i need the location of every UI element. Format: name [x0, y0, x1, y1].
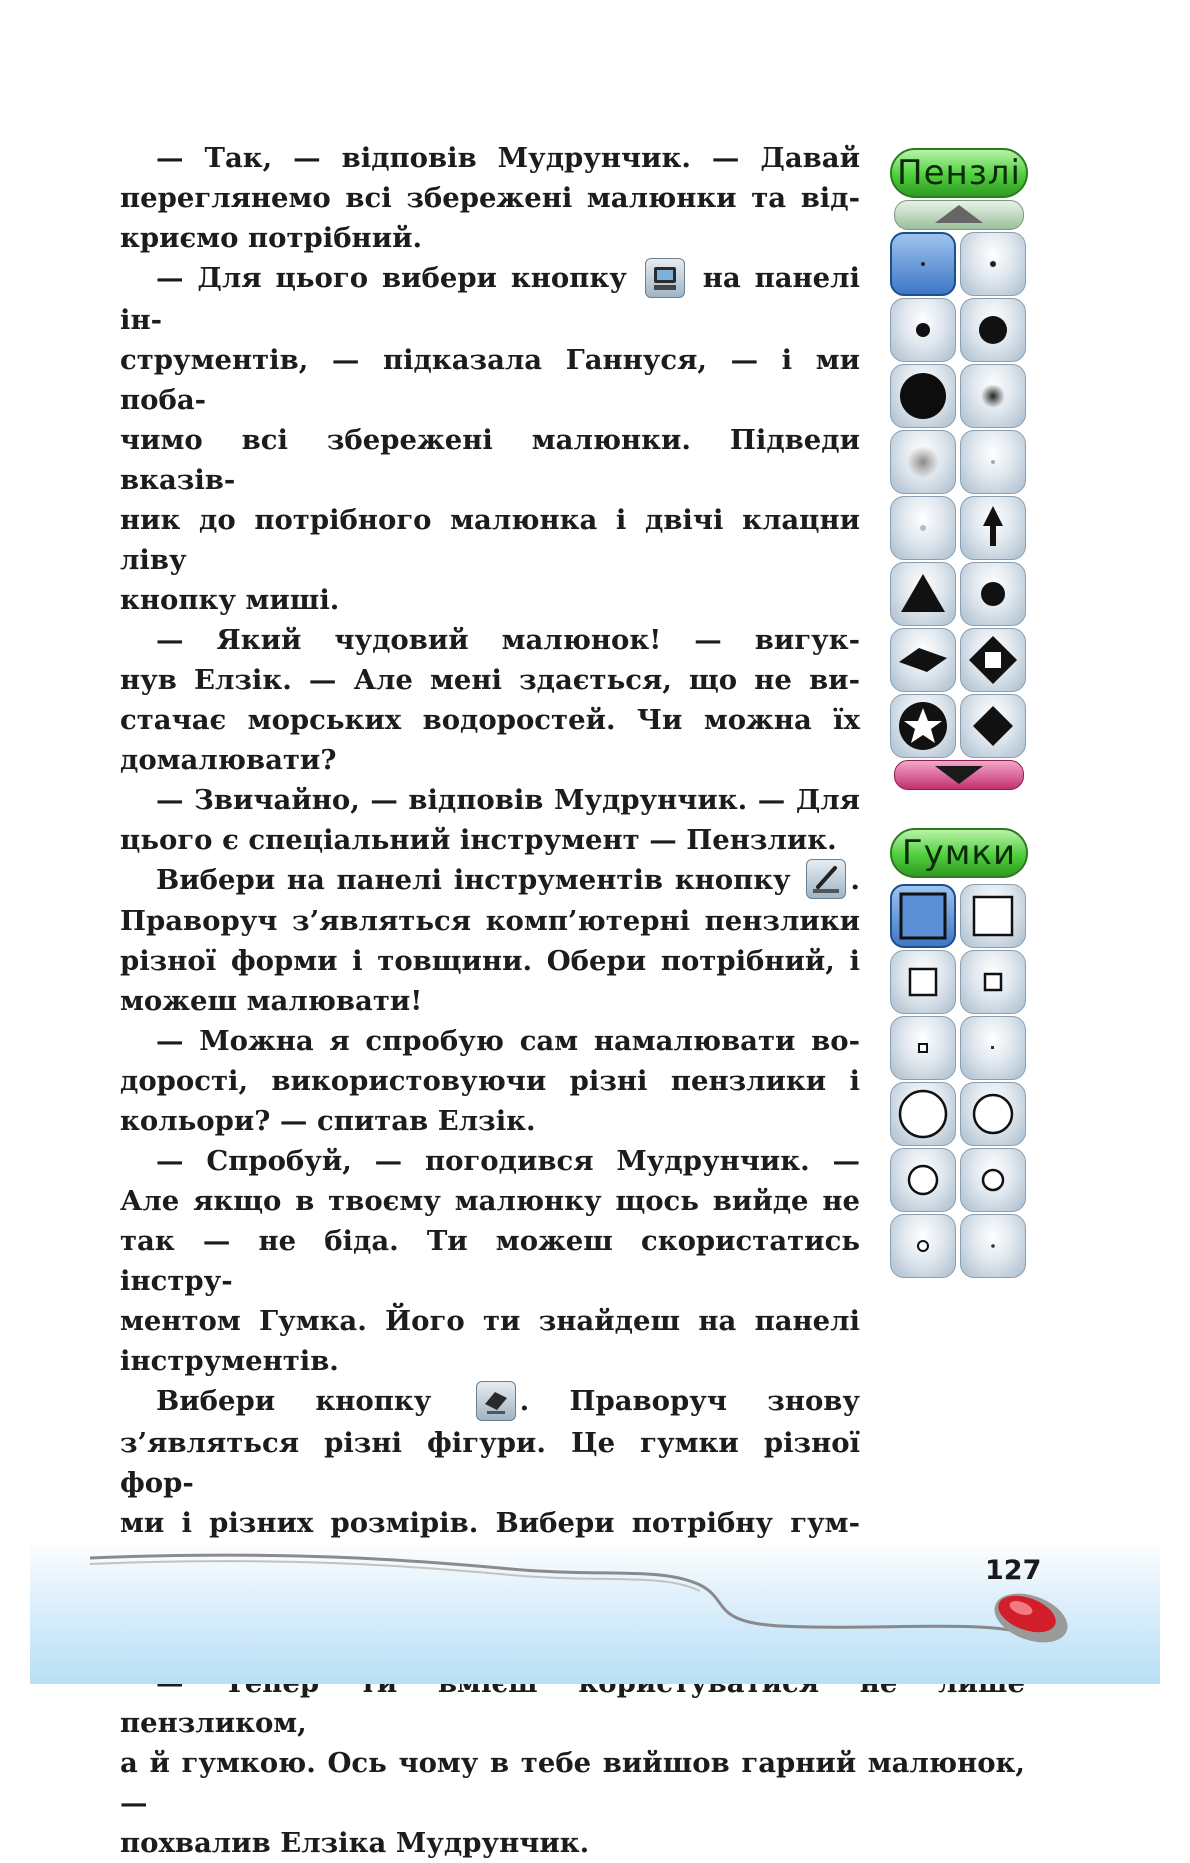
text-line: інструментів.	[120, 1345, 339, 1377]
brush-grid	[890, 232, 1028, 758]
eraser-option[interactable]	[960, 884, 1026, 948]
text-line: — Звичайно, — відповів Мудрунчик. — Для	[156, 783, 860, 816]
scroll-down-button[interactable]	[894, 760, 1024, 790]
text-line: — Який чудовий малюнок! — вигук-	[156, 623, 860, 656]
text-line: кольори? — спитав Елзік.	[120, 1105, 536, 1137]
paragraph-10	[120, 1663, 1025, 1863]
text-line: Праворуч з’являться комп’ютерні пензлики	[120, 905, 860, 937]
paragraph-4	[120, 780, 860, 860]
arrow-up-icon	[935, 205, 983, 223]
eraser-option[interactable]	[960, 1214, 1026, 1278]
eraser-option[interactable]	[960, 1082, 1026, 1146]
eraser-option[interactable]	[890, 1148, 956, 1212]
text-line: похвалив Елзіка Мудрунчик.	[120, 1826, 590, 1859]
brush-option[interactable]	[960, 628, 1026, 692]
erasers-panel	[890, 828, 1028, 1278]
text-line-with-icon	[120, 258, 860, 340]
text-line: Але якщо в твоєму малюнку щось вийде не	[120, 1185, 860, 1217]
text-fragment: Вибери на панелі інструментів кнопку	[156, 863, 791, 896]
brush-option[interactable]	[960, 694, 1026, 758]
text-line: — Можна я спробую сам намалювати во-	[156, 1025, 860, 1057]
brush-option[interactable]	[890, 232, 956, 296]
mouse-cable-decoration	[80, 1530, 1090, 1670]
eraser-option[interactable]	[890, 1214, 956, 1278]
paragraph-5	[120, 860, 860, 1022]
text-line: нув Елзік. — Але мені здається, що не ви-	[120, 663, 860, 696]
text-line: кнопку миші.	[120, 583, 340, 616]
text-line: — Спробуй, — погодився Мудрунчик. —	[156, 1145, 860, 1177]
brush-option[interactable]	[890, 694, 956, 758]
text-line: а й гумкою. Ось чому в тебе вийшов гарний малюнок, —	[120, 1746, 1025, 1819]
text-line: струментів, — підказала Ганнуся, — і ми поба-	[120, 343, 860, 416]
brush-option[interactable]	[890, 364, 956, 428]
brush-option[interactable]	[960, 298, 1026, 362]
brush-option[interactable]	[890, 628, 956, 692]
text-line: пензликом,	[120, 1706, 307, 1739]
text-fragment: . Праворуч знову	[519, 1385, 860, 1417]
brush-option[interactable]	[960, 562, 1026, 626]
text-line: домалювати?	[120, 743, 337, 776]
brushes-panel	[890, 148, 1028, 792]
text-fragment: — Для цього вибери кнопку	[156, 262, 627, 294]
brush-option[interactable]	[890, 496, 956, 560]
text-line: криємо потрібний.	[120, 222, 423, 254]
eraser-option[interactable]	[890, 884, 956, 948]
open-folder-icon	[645, 258, 685, 298]
text-line: з’являться різні фігури. Це гумки різної фор-	[120, 1426, 860, 1499]
paragraph-6	[120, 1021, 860, 1141]
arrow-down-icon	[935, 766, 983, 784]
text-line: можеш малювати!	[120, 985, 423, 1017]
text-line: так — не біда. Ти можеш скористатись інстру-	[120, 1225, 860, 1297]
text-line: стачає морських водоростей. Чи можна їх	[120, 703, 860, 736]
text-line: ник до потрібного малюнка і двічі клацни ліву	[120, 503, 860, 576]
eraser-grid	[890, 884, 1028, 1278]
text-fragment: .	[850, 863, 860, 896]
text-line: цього є спеціальний інструмент — Пензлик.	[120, 823, 837, 856]
brushes-panel-title: Пензлі	[890, 148, 1028, 198]
text-line-with-icon	[120, 860, 860, 902]
brush-option[interactable]	[960, 496, 1026, 560]
text-fragment: Вибери кнопку	[156, 1385, 432, 1417]
scroll-up-button[interactable]	[894, 200, 1024, 230]
paragraph-7	[120, 1141, 860, 1381]
brush-option[interactable]	[960, 364, 1026, 428]
text-line: чимо всі збережені малюнки. Підведи вказів-	[120, 423, 860, 496]
eraser-option[interactable]	[890, 950, 956, 1014]
eraser-option[interactable]	[890, 1082, 956, 1146]
brush-option[interactable]	[960, 232, 1026, 296]
text-line: дорості, використовуючи різні пензлики і	[120, 1065, 860, 1097]
computer-mouse-icon	[985, 1586, 1075, 1648]
eraser-icon	[476, 1381, 516, 1421]
text-line: ми і різних розмірів. Вибери потрібну гум-	[120, 1506, 860, 1539]
brush-option[interactable]	[890, 430, 956, 494]
brush-option[interactable]	[960, 430, 1026, 494]
paragraph-3	[120, 620, 860, 780]
text-line: переглянемо всі збережені малюнки та від-	[120, 182, 860, 214]
brush-option[interactable]	[890, 562, 956, 626]
eraser-option[interactable]	[960, 950, 1026, 1014]
paragraph-2	[120, 258, 860, 620]
text-line: різної форми і товщини. Обери потрібний, і	[120, 945, 860, 977]
brush-option[interactable]	[890, 298, 956, 362]
text-line-with-icon	[120, 1381, 860, 1423]
brush-icon	[806, 859, 846, 899]
eraser-option[interactable]	[960, 1016, 1026, 1080]
text-fragment: на панелі ін-	[120, 262, 860, 336]
paragraph-1	[120, 138, 860, 258]
eraser-option[interactable]	[960, 1148, 1026, 1212]
page-number: 127	[985, 1555, 1042, 1586]
text-line: ментом Гумка. Його ти знайдеш на панелі	[120, 1305, 860, 1337]
text-line: — Так, — відповів Мудрунчик. — Давай	[156, 142, 860, 174]
erasers-panel-title: Гумки	[890, 828, 1028, 878]
eraser-option[interactable]	[890, 1016, 956, 1080]
